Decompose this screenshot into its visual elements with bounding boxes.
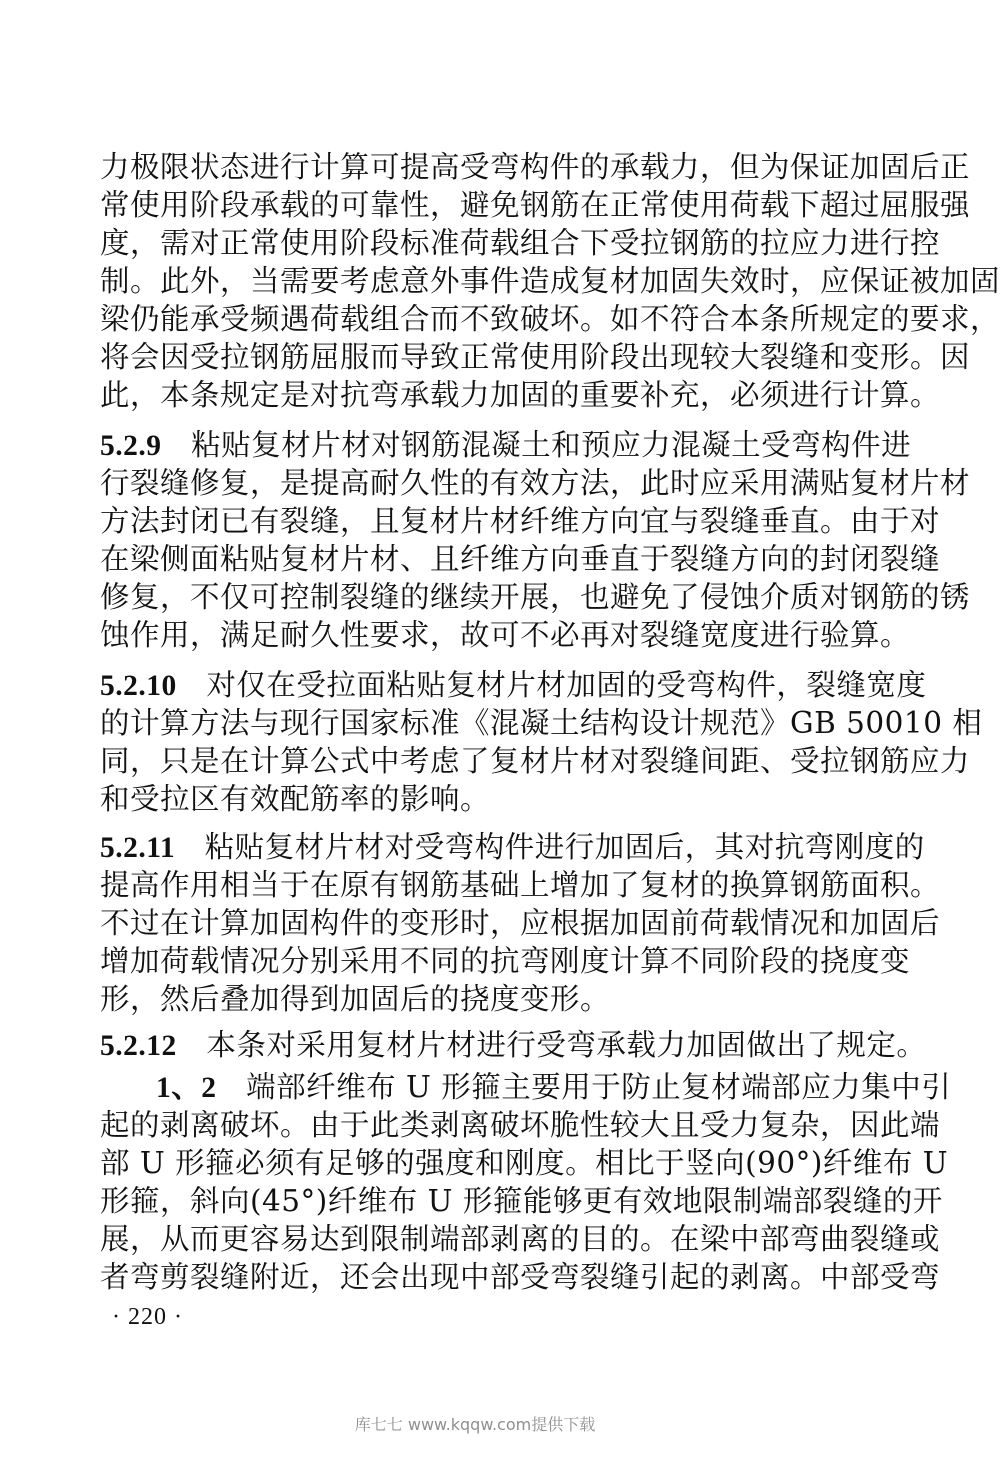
body-line: 梁仍能承受频遇荷载组合而不致破坏。如不符合本条所规定的要求，: [100, 302, 1000, 336]
body-line: 力极限状态进行计算可提高受弯构件的承载力，但为保证加固后正: [100, 150, 971, 184]
body-line: 方法封闭已有裂缝，且复材片材纤维方向宜与裂缝垂直。由于对: [100, 504, 941, 538]
body-line: 起的剥离破坏。由于此类剥离破坏脆性较大且受力复杂，因此端: [100, 1108, 941, 1142]
body-line: 展，从而更容易达到限制端部剥离的目的。在梁中部弯曲裂缝或: [100, 1222, 941, 1256]
section-number: 5.2.11: [100, 832, 176, 864]
body-line: 同，只是在计算公式中考虑了复材片材对裂缝间距、受拉钢筋应力: [100, 744, 971, 778]
body-line: 此，本条规定是对抗弯承载力加固的重要补充，必须进行计算。: [100, 378, 941, 412]
body-line: 提高作用相当于在原有钢筋基础上增加了复材的换算钢筋面积。: [100, 868, 941, 902]
body-line: 行裂缝修复，是提高耐久性的有效方法，此时应采用满贴复材片材: [100, 466, 971, 500]
body-line: 形箍，斜向(45°)纤维布 U 形箍能够更有效地限制端部裂缝的开: [100, 1184, 943, 1218]
item-number: 1、2: [156, 1072, 217, 1104]
body-line: 蚀作用，满足耐久性要求，故可不必再对裂缝宽度进行验算。: [100, 618, 911, 652]
body-line: 度，需对正常使用阶段标准荷载组合下受拉钢筋的拉应力进行控: [100, 226, 941, 260]
body-line: 常使用阶段承载的可靠性，避免钢筋在正常使用荷载下超过屈服强: [100, 188, 971, 222]
body-line: 制。此外，当需要考虑意外事件造成复材加固失效时，应保证被加固: [100, 264, 1000, 298]
body-line: 增加荷载情况分别采用不同的抗弯刚度计算不同阶段的挠度变: [100, 944, 911, 978]
section-5-2-9-first-line: 5.2.9 粘贴复材片材对钢筋混凝土和预应力混凝土受弯构件进: [100, 428, 912, 462]
body-line: 形，然后叠加得到加固后的挠度变形。: [100, 982, 611, 1016]
section-5-2-11-first-line: 5.2.11 粘贴复材片材对受弯构件进行加固后，其对抗弯刚度的: [100, 830, 925, 864]
body-line: 和受拉区有效配筋率的影响。: [100, 782, 491, 816]
section-number: 5.2.12: [100, 1030, 177, 1062]
body-line: 不过在计算加固构件的变形时，应根据加固前荷载情况和加固后: [100, 906, 941, 940]
body-line: 部 U 形箍必须有足够的强度和刚度。相比于竖向(90°)纤维布 U: [100, 1146, 949, 1180]
item-1-2-first-line: 1、2 端部纤维布 U 形箍主要用于防止复材端部应力集中引: [156, 1070, 952, 1104]
section-5-2-12-first-line: 5.2.12 本条对采用复材片材进行受弯承载力加固做出了规定。: [100, 1028, 927, 1062]
body-line: 的计算方法与现行国家标准《混凝土结构设计规范》GB 50010 相: [100, 706, 983, 740]
body-line: 者弯剪裂缝附近，还会出现中部受弯裂缝引起的剥离。中部受弯: [100, 1260, 941, 1294]
watermark-text: 库七七 www.kqqw.com提供下载: [354, 1415, 596, 1434]
section-5-2-10-first-line: 5.2.10 对仅在受拉面粘贴复材片材加固的受弯构件，裂缝宽度: [100, 668, 927, 702]
body-line: 在梁侧面粘贴复材片材、且纤维方向垂直于裂缝方向的封闭裂缝: [100, 542, 941, 576]
page-number: · 220 ·: [112, 1304, 183, 1330]
body-line: 将会因受拉钢筋屈服而导致正常使用阶段出现较大裂缝和变形。因: [100, 340, 971, 374]
section-number: 5.2.10: [100, 670, 177, 702]
section-number: 5.2.9: [100, 430, 162, 462]
body-line: 修复，不仅可控制裂缝的继续开展，也避免了侵蚀介质对钢筋的锈: [100, 580, 971, 614]
